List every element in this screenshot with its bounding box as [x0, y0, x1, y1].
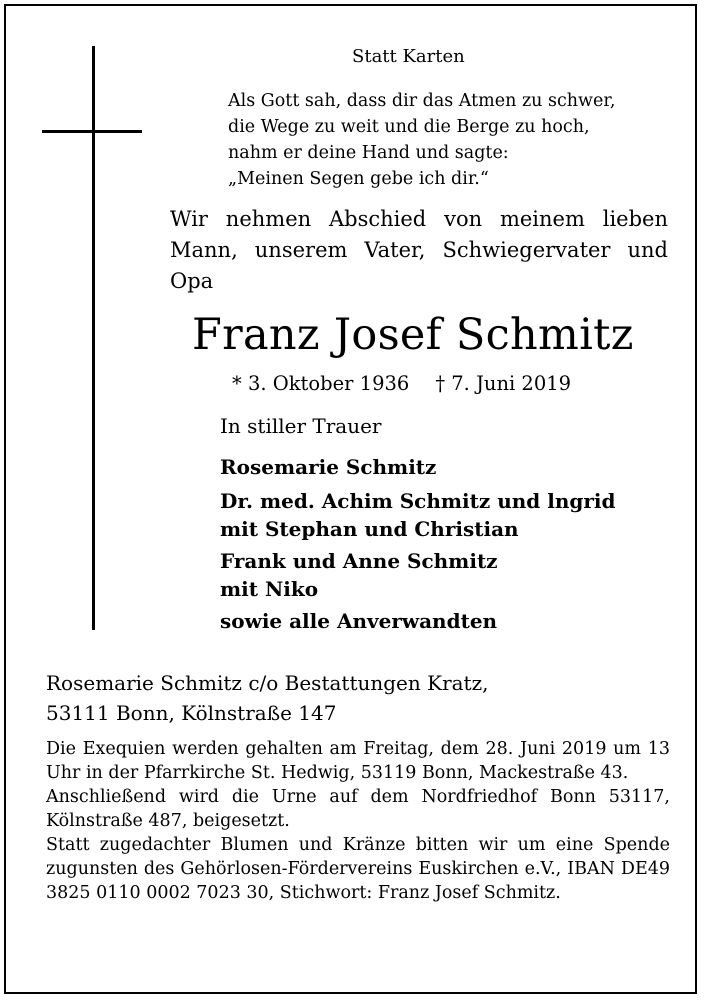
family-member: sowie alle Anverwandten — [220, 609, 498, 633]
notice-paragraph: Statt zugedachter Blumen und Kränze bitten wir um eine Spende zugunsten des Gehörlosen-Fördervereins Euskirchen e.V., IBAN DE49 3825 0110 0002 7023 30, Stichwort: Franz Josef Schmitz. — [46, 835, 670, 903]
poem — [228, 88, 615, 192]
poem-line: Als Gott sah, dass dir das Atmen zu schwer, — [228, 91, 616, 111]
address-line: Rosemarie Schmitz c/o Bestattungen Kratz, — [46, 671, 489, 695]
funeral-notice — [46, 737, 670, 905]
notice-paragraph: Anschließend wird die Urne auf dem Nordfriedhof Bonn 53117, Kölnstraße 487, beigesetzt. — [46, 787, 670, 831]
birth-date: * 3. Oktober 1936 — [232, 372, 410, 395]
mourning-phrase: In stiller Trauer — [220, 414, 382, 438]
header-text: Statt Karten — [352, 46, 465, 67]
obituary-notice — [4, 4, 697, 994]
family-list — [220, 452, 615, 636]
life-dates — [232, 372, 571, 395]
deceased-name: Franz Josef Schmitz — [192, 310, 634, 360]
family-member: Dr. med. Achim Schmitz und lngrid — [220, 489, 616, 513]
poem-line: die Wege zu weit und die Berge zu hoch, — [228, 117, 590, 137]
notice-paragraph: Die Exequien werden gehalten am Freitag, dem 28. Juni 2019 um 13 Uhr in der Pfarrkirche St. Hedwig, 53119 Bonn, Mackestraße 43. — [46, 739, 670, 783]
cross-icon — [92, 46, 95, 630]
family-member: Frank und Anne Schmitz — [220, 549, 498, 573]
death-date: † 7. Juni 2019 — [435, 372, 572, 395]
contact-address — [46, 668, 488, 728]
poem-line: nahm er deine Hand und sagte: — [228, 143, 509, 163]
cross-icon-crossbar — [42, 130, 142, 133]
family-member: mit Niko — [220, 577, 319, 601]
family-member: Rosemarie Schmitz — [220, 455, 437, 479]
address-line: 53111 Bonn, Kölnstraße 147 — [46, 701, 337, 725]
family-member: mit Stephan und Christian — [220, 517, 519, 541]
intro-text: Wir nehmen Abschied von meinem lieben Mann, unserem Vater, Schwiegervater und Opa — [170, 207, 668, 293]
poem-line: „Meinen Segen gebe ich dir.“ — [228, 169, 489, 189]
